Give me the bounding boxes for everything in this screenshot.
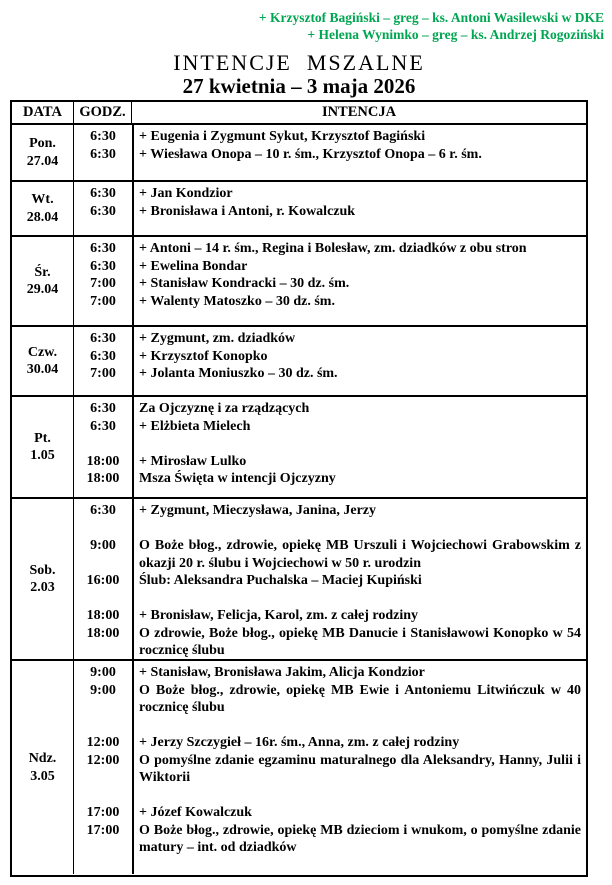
entry-time: 18:00 [86, 625, 120, 641]
column-header-data: DATA [12, 102, 74, 123]
entry-time: 17:00 [86, 805, 120, 820]
entry-time: 6:30 [90, 331, 116, 346]
entry-time: 12:00 [86, 752, 120, 768]
day-date: 3.05 [30, 768, 55, 784]
intention-entry [74, 752, 586, 787]
intention-entry [74, 607, 586, 625]
greg-line: + Krzysztof Bagiński – greg – ks. Antoni Wasilewski w DKE [258, 10, 604, 25]
entry-text: O Boże błog., zdrowie, opiekę MB dzieciom i wnukom, o pomyślne zdanie matury – int. od dziadków [139, 822, 581, 855]
intention-entry [74, 664, 586, 682]
intention-entry [74, 258, 586, 276]
intention-entry [74, 470, 586, 488]
entry-time: 6:30 [90, 418, 116, 434]
entry-text: + Zygmunt, zm. dziadków [139, 331, 296, 346]
intentions-cell [74, 397, 586, 497]
intention-entry [74, 365, 586, 383]
day-date: 2.03 [30, 580, 55, 595]
entry-time: 6:30 [90, 348, 116, 364]
intention-entry [74, 275, 586, 293]
intention-entry [74, 400, 586, 418]
intention-entry [74, 146, 586, 164]
entry-text: + Jolanta Moniuszko – 30 dz. śm. [139, 366, 338, 381]
entry-time: 6:30 [90, 503, 116, 518]
column-header-godz: GODZ. [74, 102, 132, 123]
intention-entry [74, 185, 586, 203]
day-date: 28.04 [26, 209, 59, 225]
entry-text: + Eugenia i Zygmunt Sykut, Krzysztof Bagiński [139, 129, 426, 144]
day-date: 1.05 [30, 448, 55, 463]
entry-text: + Stanisław Kondracki – 30 dz. śm. [139, 276, 350, 291]
intentions-cell [74, 125, 586, 180]
entry-time: 6:30 [90, 146, 116, 162]
entry-time: 7:00 [90, 276, 116, 291]
entry-text: O Boże błog., zdrowie, opiekę MB Ewie i Antoniemu Litwińczuk w 40 rocznicę ślubu [139, 682, 581, 715]
date-cell [12, 499, 74, 659]
intentions-cell [74, 499, 586, 659]
entry-time: 18:00 [86, 608, 120, 623]
entry-time: 12:00 [86, 735, 120, 750]
intention-entry [74, 804, 586, 822]
date-cell [12, 182, 74, 235]
intention-entry [74, 330, 586, 348]
intentions-cell [74, 327, 586, 395]
entry-text: + Jerzy Szczygieł – 16r. śm., Anna, zm. z całej rodziny [139, 735, 460, 750]
entry-text: O pomyślne zdanie egzaminu maturalnego dla Aleksandry, Hanny, Julii i Wiktorii [139, 752, 581, 785]
entry-time: 6:30 [90, 129, 116, 144]
entry-text: + Mirosław Lulko [139, 453, 247, 469]
entry-text: + Józef Kowalczuk [139, 805, 252, 820]
date-range: 27 kwietnia – 3 maja 2026 [182, 74, 416, 98]
day-row [12, 125, 586, 182]
entry-text: O Boże błog., zdrowie, opiekę MB Urszuli i Wojciechowi Grabowskim z okazji 20 r. ślubu i Wojciechowi w 50 r. urodzin [139, 538, 581, 571]
intentions-cell [74, 237, 586, 325]
gregorian-annotations [10, 9, 604, 43]
intentions-cell [74, 661, 586, 874]
day-row [12, 499, 586, 661]
greg-line: + Helena Wynimko – greg – ks. Andrzej Rogoziński [307, 27, 604, 42]
entry-time: 9:00 [90, 665, 116, 680]
entry-text: + Bronisław, Felicja, Karol, zm. z całej rodziny [139, 608, 418, 623]
entry-time: 6:30 [90, 186, 116, 201]
intention-entry [74, 293, 586, 311]
intention-entry [74, 128, 586, 146]
entry-time: 6:30 [90, 203, 116, 219]
entry-text: + Stanisław, Bronisława Jakim, Alicja Kondzior [139, 665, 425, 680]
entry-text: O zdrowie, Boże błog., opiekę MB Danucie i Stanisławowi Konopko w 54 rocznicę ślubu [139, 625, 581, 658]
day-row [12, 182, 586, 237]
intention-entry [74, 822, 586, 857]
day-name: Sob. [29, 562, 56, 578]
day-row [12, 327, 586, 397]
entry-text: + Wiesława Onopa – 10 r. śm., Krzysztof Onopa – 6 r. śm. [139, 146, 482, 162]
entry-text: + Bronisława i Antoni, r. Kowalczuk [139, 203, 356, 219]
intention-entry [74, 502, 586, 520]
date-cell [12, 327, 74, 395]
entry-time: 16:00 [86, 573, 120, 588]
intention-entry [74, 625, 586, 660]
entry-text: + Walenty Matoszko – 30 dz. śm. [139, 293, 335, 309]
entry-time: 6:30 [90, 401, 116, 416]
entry-text: + Krzysztof Konopko [139, 348, 268, 364]
day-name: Pon. [29, 136, 56, 151]
mass-intentions-table [10, 100, 588, 877]
day-date: 29.04 [26, 282, 59, 297]
intention-entry [74, 572, 586, 590]
day-name: Wt. [31, 192, 54, 207]
date-cell [12, 661, 74, 874]
day-row [12, 397, 586, 499]
entry-text: + Jan Kondzior [139, 186, 233, 201]
intention-entry [74, 203, 586, 221]
day-date: 27.04 [26, 153, 59, 169]
entry-text: + Ewelina Bondar [139, 258, 248, 274]
column-header-intencja: INTENCJA [321, 104, 397, 120]
date-cell [12, 397, 74, 497]
intention-entry [74, 453, 586, 471]
entry-time: 17:00 [86, 822, 120, 838]
table-header-row [12, 102, 586, 125]
entry-text: + Elżbieta Mielech [139, 418, 251, 434]
day-row [12, 661, 586, 874]
entry-time: 6:30 [90, 258, 116, 274]
table-body [12, 125, 586, 874]
entry-time: 18:00 [86, 453, 120, 469]
entry-text: + Antoni – 14 r. śm., Regina i Bolesław, zm. dziadków z obu stron [139, 241, 527, 256]
entry-time: 7:00 [90, 293, 116, 309]
entry-time: 18:00 [86, 471, 120, 486]
entry-text: Za Ojczyznę i za rządzących [139, 401, 310, 416]
day-row [12, 237, 586, 327]
entry-time: 9:00 [90, 538, 116, 553]
entry-time: 7:00 [90, 366, 116, 381]
day-name: Pt. [34, 430, 51, 446]
entry-text: Ślub: Aleksandra Puchalska – Maciej Kupiński [139, 573, 422, 588]
intention-entry [74, 240, 586, 258]
page-title: INTENCJE MSZALNE [173, 50, 425, 75]
day-date: 30.04 [26, 362, 59, 377]
day-name: Czw. [27, 344, 58, 360]
entry-text: Msza Święta w intencji Ojczyzny [139, 471, 336, 486]
intention-entry [74, 734, 586, 752]
date-cell [12, 237, 74, 325]
intention-entry [74, 348, 586, 366]
day-name: Ndz. [28, 751, 57, 766]
day-name: Śr. [34, 264, 51, 280]
intention-entry [74, 418, 586, 436]
intention-entry [74, 537, 586, 572]
intentions-cell [74, 182, 586, 235]
entry-text: + Zygmunt, Mieczysława, Janina, Jerzy [139, 503, 377, 518]
intention-entry [74, 682, 586, 717]
entry-time: 9:00 [90, 682, 116, 698]
entry-time: 6:30 [90, 241, 116, 256]
date-cell [12, 125, 74, 180]
